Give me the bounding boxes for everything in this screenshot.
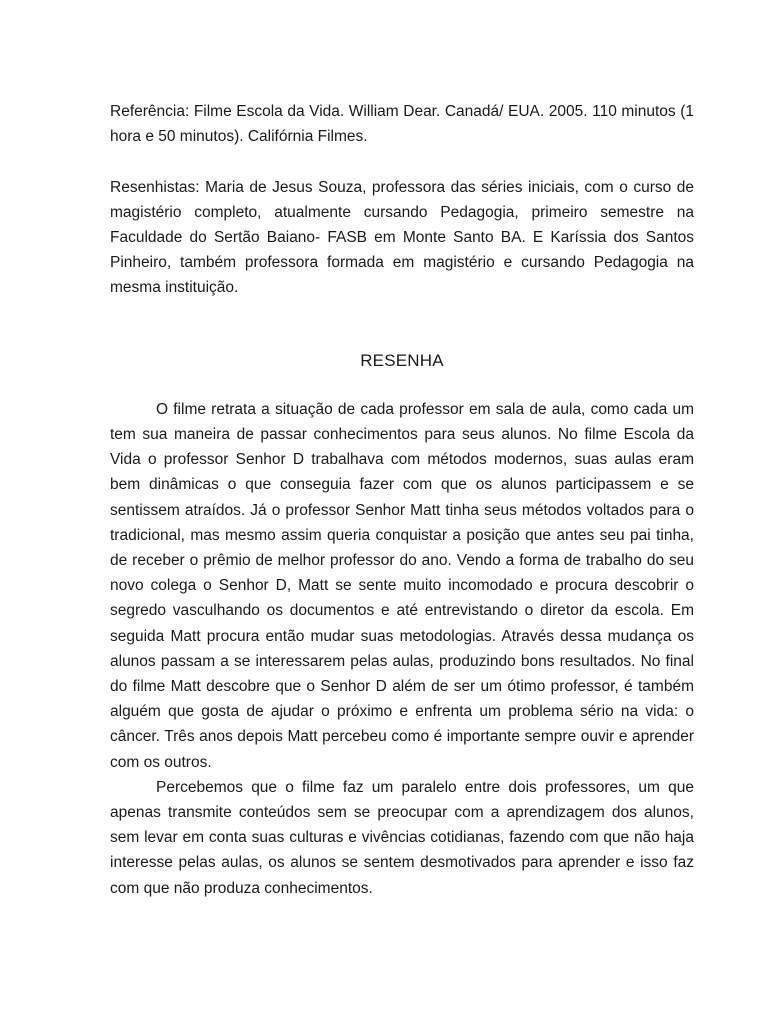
document-page [110, 99, 694, 901]
body-paragraph: O filme retrata a situação de cada professor em sala de aula, como cada um tem sua maneira de passar conhecimentos para seus alunos. No filme Escola da Vida o professor Senhor D trabalhava com métodos modernos, suas aulas eram bem dinâmicas o que conseguia fazer com que os alunos participassem e se sentissem atraídos. Já o professor Senhor Matt tinha seus métodos voltados para o tradicional, mas mesmo assim queria conquistar a posição que antes seu pai tinha, de receber o prêmio de melhor professor do ano. Vendo a forma de trabalho do seu novo colega o Senhor D, Matt se sente muito incomodado e procura descobrir o segredo vasculhando os documentos e até entrevistando o diretor da escola. Em seguida Matt procura então mudar suas metodologias. Através dessa mudança os alunos passam a se interessarem pelas aulas, produzindo bons resultados. No final do filme Matt descobre que o Senhor D além de ser um ótimo professor, é também alguém que gosta de ajudar o próximo e enfrenta um problema sério na vida: o câncer. Três anos depois Matt percebeu como é importante sempre ouvir e aprender com os outros. [110, 400, 694, 771]
review-heading: RESENHA [360, 350, 444, 370]
reviewers-paragraph: Resenhistas: Maria de Jesus Souza, professora das séries iniciais, com o curso de magistério completo, atualmente cursando Pedagogia, primeiro semestre na Faculdade do Sertão Baiano- FASB em Monte Santo BA. E Karíssia dos Santos Pinheiro, também professora formada em magistério e cursando Pedagogia na mesma instituição. [110, 178, 694, 297]
reference-paragraph: Referência: Filme Escola da Vida. William Dear. Canadá/ EUA. 2005. 110 minutos (1 hora e 50 minutos). Califórnia Filmes. [110, 103, 694, 146]
body-paragraph: Percebemos que o filme faz um paralelo entre dois professores, um que apenas transmite conteúdos sem se preocupar com a aprendizagem dos alunos, sem levar em conta suas culturas e vivências cotidianas, fazendo com que não haja interesse pelas aulas, os alunos se sentem desmotivados para aprender e isso faz com que não produza conhecimentos. [110, 778, 694, 897]
